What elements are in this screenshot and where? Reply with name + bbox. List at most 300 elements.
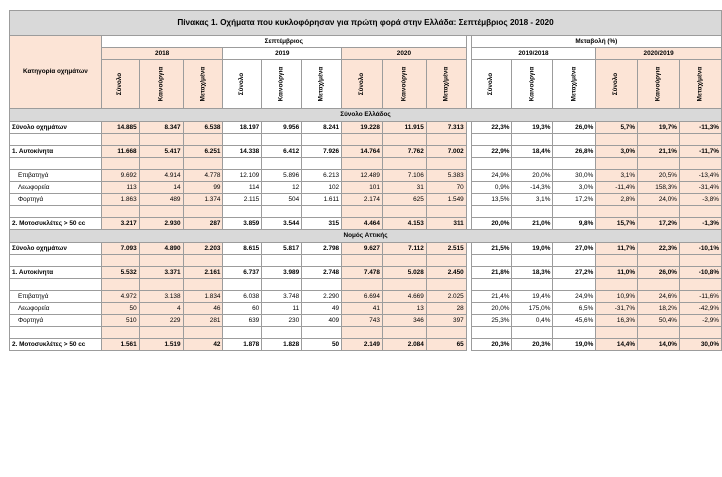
value-cell: 6.737	[223, 267, 262, 279]
row-label: Φορτηγά	[10, 315, 102, 327]
value-cell: 21,8%	[471, 267, 512, 279]
value-cell: 46	[183, 303, 223, 315]
empty-cell	[382, 134, 426, 146]
vehicles-table	[9, 10, 722, 351]
empty-cell	[638, 279, 680, 291]
value-cell: -2,9%	[679, 315, 721, 327]
value-cell: 45,6%	[553, 315, 596, 327]
empty-cell	[553, 134, 596, 146]
empty-cell	[638, 327, 680, 339]
period-header-2020-2019: 2020/2019	[596, 48, 722, 60]
year-header-2019: 2019	[223, 48, 342, 60]
value-cell: 5.817	[262, 243, 302, 255]
value-cell: 3,0%	[553, 182, 596, 194]
value-cell: 6.213	[302, 170, 342, 182]
value-cell: 22,3%	[471, 122, 512, 134]
value-cell: 3.217	[101, 218, 139, 230]
value-cell: 21,0%	[512, 218, 553, 230]
empty-cell	[426, 255, 466, 267]
value-cell: 18,3%	[512, 267, 553, 279]
empty-cell	[471, 206, 512, 218]
empty-cell	[553, 255, 596, 267]
period-header-2019-2018: 2019/2018	[471, 48, 596, 60]
empty-cell	[10, 134, 102, 146]
value-cell: 7.478	[342, 267, 383, 279]
empty-cell	[101, 206, 139, 218]
empty-cell	[342, 279, 383, 291]
table-row	[10, 267, 722, 279]
empty-cell	[223, 279, 262, 291]
subheader-label: Καινούργια	[528, 66, 536, 102]
value-cell: 6.538	[183, 122, 223, 134]
value-cell: 489	[139, 194, 183, 206]
value-cell: 4.778	[183, 170, 223, 182]
value-cell: 5.896	[262, 170, 302, 182]
empty-cell	[426, 134, 466, 146]
row-label: 1. Αυτοκίνητα	[10, 146, 102, 158]
value-cell: 346	[382, 315, 426, 327]
value-cell: 2.748	[302, 267, 342, 279]
value-cell: 2.161	[183, 267, 223, 279]
value-cell: 2.084	[382, 339, 426, 351]
value-cell: 20,5%	[638, 170, 680, 182]
empty-cell	[183, 279, 223, 291]
empty-cell	[101, 327, 139, 339]
value-cell: 3.859	[223, 218, 262, 230]
value-cell: 2.025	[426, 291, 466, 303]
value-cell: 50	[101, 303, 139, 315]
value-cell: 7.093	[101, 243, 139, 255]
value-cell: 20,0%	[471, 218, 512, 230]
empty-cell	[183, 134, 223, 146]
empty-cell	[10, 255, 102, 267]
empty-cell	[101, 279, 139, 291]
spacer-row	[10, 206, 722, 218]
empty-cell	[679, 206, 721, 218]
value-cell: 175,0%	[512, 303, 553, 315]
subheader-label: Καινούργια	[654, 66, 662, 102]
value-cell: 3,0%	[596, 146, 638, 158]
value-cell: 20,3%	[512, 339, 553, 351]
value-cell: 27,0%	[553, 243, 596, 255]
subheader-label: Μεταχ/μένα	[198, 66, 206, 102]
value-cell: 11	[262, 303, 302, 315]
empty-cell	[382, 327, 426, 339]
empty-cell	[512, 134, 553, 146]
subheader-label: Σύνολο	[238, 72, 246, 96]
value-cell: 41	[342, 303, 383, 315]
empty-cell	[139, 279, 183, 291]
value-cell: 3.989	[262, 267, 302, 279]
value-cell: 22,9%	[471, 146, 512, 158]
value-cell: 0,9%	[471, 182, 512, 194]
table-container	[9, 10, 722, 351]
empty-cell	[10, 206, 102, 218]
empty-cell	[342, 158, 383, 170]
empty-cell	[471, 279, 512, 291]
value-cell: 10,9%	[596, 291, 638, 303]
empty-cell	[262, 255, 302, 267]
empty-cell	[183, 158, 223, 170]
empty-cell	[471, 158, 512, 170]
value-cell: 1.878	[223, 339, 262, 351]
empty-cell	[302, 279, 342, 291]
empty-cell	[262, 279, 302, 291]
value-cell: 7.112	[382, 243, 426, 255]
empty-cell	[679, 255, 721, 267]
empty-cell	[471, 134, 512, 146]
empty-cell	[101, 158, 139, 170]
value-cell: 1.834	[183, 291, 223, 303]
value-cell: 21,4%	[471, 291, 512, 303]
empty-cell	[426, 158, 466, 170]
table-row	[10, 243, 722, 255]
empty-cell	[596, 327, 638, 339]
value-cell: 19,4%	[512, 291, 553, 303]
value-cell: 60	[223, 303, 262, 315]
value-cell: 24,6%	[638, 291, 680, 303]
value-cell: 9.627	[342, 243, 383, 255]
value-cell: 12.109	[223, 170, 262, 182]
value-cell: 50,4%	[638, 315, 680, 327]
empty-cell	[262, 206, 302, 218]
subheader-cell	[342, 60, 383, 109]
empty-cell	[512, 158, 553, 170]
value-cell: 2.115	[223, 194, 262, 206]
value-cell: -11,4%	[596, 182, 638, 194]
value-cell: 1.561	[101, 339, 139, 351]
value-cell: 11.915	[382, 122, 426, 134]
value-cell: 7.313	[426, 122, 466, 134]
empty-cell	[302, 255, 342, 267]
subheader-label: Μεταχ/μένα	[317, 66, 325, 102]
value-cell: 1.828	[262, 339, 302, 351]
value-cell: 2.290	[302, 291, 342, 303]
empty-cell	[471, 255, 512, 267]
value-cell: 4.914	[139, 170, 183, 182]
value-cell: 3.544	[262, 218, 302, 230]
empty-cell	[512, 279, 553, 291]
table-body	[10, 109, 722, 351]
subheader-cell	[512, 60, 553, 109]
subheader-label: Σύνολο	[612, 72, 620, 96]
subheader-cell	[553, 60, 596, 109]
empty-cell	[139, 327, 183, 339]
value-cell: 5.417	[139, 146, 183, 158]
subheader-cell	[223, 60, 262, 109]
value-cell: 8.347	[139, 122, 183, 134]
row-label: 1. Αυτοκίνητα	[10, 267, 102, 279]
value-cell: 2.174	[342, 194, 383, 206]
subheader-label: Σύνολο	[358, 72, 365, 96]
value-cell: 4	[139, 303, 183, 315]
value-cell: 30,0%	[679, 339, 721, 351]
empty-cell	[302, 327, 342, 339]
value-cell: 101	[342, 182, 383, 194]
value-cell: 1.374	[183, 194, 223, 206]
value-cell: 22,3%	[638, 243, 680, 255]
value-cell: -13,4%	[679, 170, 721, 182]
value-cell: 3.748	[262, 291, 302, 303]
empty-cell	[596, 158, 638, 170]
subheader-cell	[262, 60, 302, 109]
value-cell: 24,0%	[638, 194, 680, 206]
value-cell: 27,2%	[553, 267, 596, 279]
empty-cell	[596, 279, 638, 291]
value-cell: 5.383	[426, 170, 466, 182]
empty-cell	[10, 327, 102, 339]
value-cell: -31,7%	[596, 303, 638, 315]
section-title: Σύνολο Ελλάδος	[10, 109, 722, 122]
subheader-cell	[302, 60, 342, 109]
section-row	[10, 109, 722, 122]
year-header-2020: 2020	[342, 48, 467, 60]
empty-cell	[382, 279, 426, 291]
row-label: Λεωφορεία	[10, 303, 102, 315]
empty-cell	[382, 206, 426, 218]
value-cell: 5.028	[382, 267, 426, 279]
value-cell: 19,0%	[553, 339, 596, 351]
empty-cell	[262, 158, 302, 170]
empty-cell	[596, 206, 638, 218]
value-cell: 20,0%	[471, 303, 512, 315]
empty-cell	[553, 279, 596, 291]
empty-cell	[426, 327, 466, 339]
value-cell: -14,3%	[512, 182, 553, 194]
empty-cell	[553, 158, 596, 170]
value-cell: 7.762	[382, 146, 426, 158]
empty-cell	[183, 255, 223, 267]
value-cell: 18,2%	[638, 303, 680, 315]
value-cell: 3,1%	[512, 194, 553, 206]
value-cell: -1,3%	[679, 218, 721, 230]
empty-cell	[223, 206, 262, 218]
value-cell: 7.926	[302, 146, 342, 158]
value-cell: 14,4%	[596, 339, 638, 351]
value-cell: 2.450	[426, 267, 466, 279]
value-cell: 26,8%	[553, 146, 596, 158]
empty-cell	[342, 206, 383, 218]
row-label: 2. Μοτοσυκλέτες > 50 cc	[10, 339, 102, 351]
value-cell: 16,3%	[596, 315, 638, 327]
value-cell: 4.464	[342, 218, 383, 230]
value-cell: 21,1%	[638, 146, 680, 158]
spacer-row	[10, 255, 722, 267]
value-cell: 14.885	[101, 122, 139, 134]
empty-cell	[302, 134, 342, 146]
empty-cell	[553, 206, 596, 218]
subheader-label: Καινούργια	[157, 66, 165, 102]
value-cell: 3,1%	[596, 170, 638, 182]
empty-cell	[139, 158, 183, 170]
value-cell: 0,4%	[512, 315, 553, 327]
empty-cell	[342, 134, 383, 146]
row-label: Φορτηγά	[10, 194, 102, 206]
empty-cell	[10, 279, 102, 291]
value-cell: 8.615	[223, 243, 262, 255]
empty-cell	[262, 134, 302, 146]
empty-cell	[679, 327, 721, 339]
table-row	[10, 194, 722, 206]
value-cell: 19,3%	[512, 122, 553, 134]
value-cell: 2.515	[426, 243, 466, 255]
value-cell: 26,0%	[638, 267, 680, 279]
value-cell: 114	[223, 182, 262, 194]
empty-cell	[223, 255, 262, 267]
value-cell: 281	[183, 315, 223, 327]
value-cell: 229	[139, 315, 183, 327]
value-cell: 9.692	[101, 170, 139, 182]
subheader-cell	[382, 60, 426, 109]
value-cell: 5,7%	[596, 122, 638, 134]
empty-cell	[426, 279, 466, 291]
value-cell: 409	[302, 315, 342, 327]
empty-cell	[679, 134, 721, 146]
value-cell: 14	[139, 182, 183, 194]
value-cell: 2.798	[302, 243, 342, 255]
value-cell: 19,7%	[638, 122, 680, 134]
table-row	[10, 218, 722, 230]
value-cell: 15,7%	[596, 218, 638, 230]
table-row	[10, 182, 722, 194]
value-cell: 7.106	[382, 170, 426, 182]
subheader-cell	[426, 60, 466, 109]
value-cell: 743	[342, 315, 383, 327]
value-cell: 2,8%	[596, 194, 638, 206]
value-cell: 1.549	[426, 194, 466, 206]
subheader-cell	[679, 60, 721, 109]
value-cell: 28	[426, 303, 466, 315]
value-cell: 6.694	[342, 291, 383, 303]
value-cell: -11,6%	[679, 291, 721, 303]
value-cell: 17,2%	[553, 194, 596, 206]
value-cell: 30,0%	[553, 170, 596, 182]
value-cell: 19,0%	[512, 243, 553, 255]
table-row	[10, 339, 722, 351]
table-row	[10, 170, 722, 182]
value-cell: -3,8%	[679, 194, 721, 206]
value-cell: 5.532	[101, 267, 139, 279]
change-header: Μεταβολή (%)	[471, 36, 721, 48]
value-cell: 9.956	[262, 122, 302, 134]
value-cell: 4.153	[382, 218, 426, 230]
value-cell: 49	[302, 303, 342, 315]
empty-cell	[139, 255, 183, 267]
value-cell: 1.519	[139, 339, 183, 351]
empty-cell	[512, 327, 553, 339]
value-cell: 13	[382, 303, 426, 315]
row-label: Λεωφορεία	[10, 182, 102, 194]
subheader-label: Μεταχ/μένα	[570, 66, 578, 102]
value-cell: 311	[426, 218, 466, 230]
empty-cell	[183, 206, 223, 218]
empty-cell	[302, 158, 342, 170]
value-cell: 24,9%	[471, 170, 512, 182]
empty-cell	[679, 158, 721, 170]
value-cell: 24,9%	[553, 291, 596, 303]
value-cell: 70	[426, 182, 466, 194]
row-label: Σύνολο οχημάτων	[10, 122, 102, 134]
empty-cell	[596, 134, 638, 146]
value-cell: 6,5%	[553, 303, 596, 315]
value-cell: -42,9%	[679, 303, 721, 315]
value-cell: 2.930	[139, 218, 183, 230]
value-cell: 6.251	[183, 146, 223, 158]
value-cell: 158,3%	[638, 182, 680, 194]
value-cell: 17,2%	[638, 218, 680, 230]
subheader-label: Σύνολο	[116, 72, 124, 96]
value-cell: 50	[302, 339, 342, 351]
value-cell: -11,7%	[679, 146, 721, 158]
empty-cell	[679, 279, 721, 291]
section-title: Νομός Αττικής	[10, 230, 722, 243]
value-cell: 65	[426, 339, 466, 351]
value-cell: -11,3%	[679, 122, 721, 134]
value-cell: 20,3%	[471, 339, 512, 351]
subheader-label: Καινούργια	[277, 66, 285, 102]
subheader-row	[10, 60, 722, 109]
empty-cell	[512, 255, 553, 267]
value-cell: 3.138	[139, 291, 183, 303]
empty-cell	[302, 206, 342, 218]
empty-cell	[638, 158, 680, 170]
table-row	[10, 122, 722, 134]
value-cell: 2.149	[342, 339, 383, 351]
value-cell: 11.668	[101, 146, 139, 158]
value-cell: 11,0%	[596, 267, 638, 279]
value-cell: 12.489	[342, 170, 383, 182]
value-cell: 7.002	[426, 146, 466, 158]
table-row	[10, 303, 722, 315]
value-cell: 99	[183, 182, 223, 194]
spacer-row	[10, 327, 722, 339]
value-cell: 25,3%	[471, 315, 512, 327]
empty-cell	[382, 158, 426, 170]
value-cell: 18,4%	[512, 146, 553, 158]
spacer-row	[10, 134, 722, 146]
subheader-cell	[596, 60, 638, 109]
value-cell: 13,5%	[471, 194, 512, 206]
empty-cell	[342, 255, 383, 267]
table-row	[10, 291, 722, 303]
subheader-cell	[471, 60, 512, 109]
table-row	[10, 315, 722, 327]
value-cell: 102	[302, 182, 342, 194]
value-cell: 20,0%	[512, 170, 553, 182]
row-label: Επιβατηγά	[10, 291, 102, 303]
empty-cell	[638, 134, 680, 146]
value-cell: 9,8%	[553, 218, 596, 230]
empty-cell	[342, 327, 383, 339]
value-cell: 3.371	[139, 267, 183, 279]
table-row	[10, 146, 722, 158]
value-cell: 14,0%	[638, 339, 680, 351]
value-cell: 113	[101, 182, 139, 194]
empty-cell	[101, 134, 139, 146]
subheader-cell	[638, 60, 680, 109]
table-title: Πίνακας 1. Οχήματα που κυκλοφόρησαν για πρώτη φορά στην Ελλάδα: Σεπτέμβριος 2018 - 2020	[10, 11, 722, 36]
subheader-label: Καινούργια	[400, 66, 408, 102]
subheader-cell	[101, 60, 139, 109]
spacer-row	[10, 279, 722, 291]
empty-cell	[139, 206, 183, 218]
value-cell: -31,4%	[679, 182, 721, 194]
subheader-label: Μεταχ/μένα	[442, 66, 450, 102]
value-cell: 21,5%	[471, 243, 512, 255]
value-cell: 6.412	[262, 146, 302, 158]
value-cell: 2.203	[183, 243, 223, 255]
value-cell: -10,8%	[679, 267, 721, 279]
